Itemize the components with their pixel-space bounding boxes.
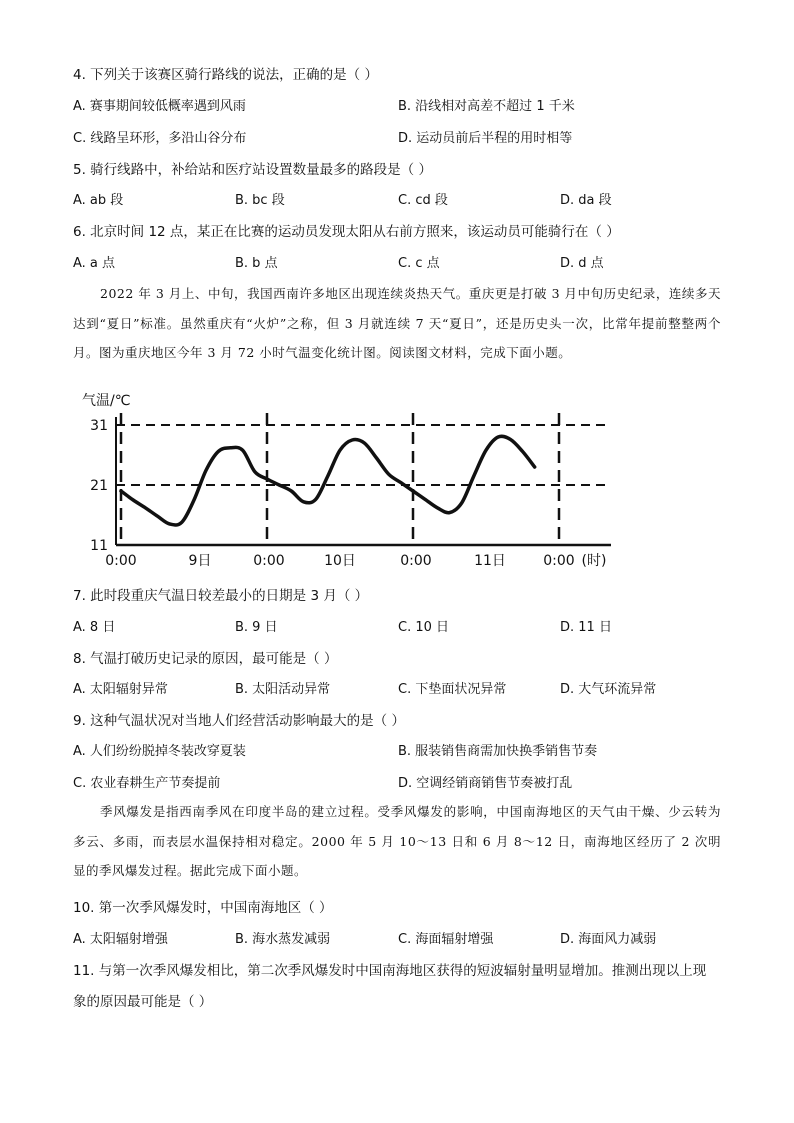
passage-1-text: 2022 年 3 月上、中旬，我国西南许多地区出现连续炎热天气。重庆更是打破 3 月中旬历史纪录，连续多天达到“夏日”标准。虽然重庆有“火炉”之称，但 3 月就连续 7 天“夏日”，还是历史头一次，比常年提前整整两个月。图为重庆地区今年 3 月 72 小时气温变化统计图。阅读图文材料，完成下面小题。	[73, 286, 721, 360]
x-axis-unit-label: (时)	[581, 553, 607, 569]
reading-passage-2	[73, 797, 721, 886]
question-7-option-b[interactable]: B. 9 日	[235, 620, 278, 635]
question-5-option-b[interactable]: B. bc 段	[235, 193, 285, 208]
question-4-option-b[interactable]: B. 沿线相对高差不超过 1 千米	[398, 99, 575, 114]
question-6-option-c[interactable]: C. c 点	[398, 256, 440, 271]
chart-axes	[116, 417, 611, 545]
question-9-stem: 9. 这种气温状况对当地人们经营活动影响最大的是（ ）	[73, 713, 405, 729]
y-tick-label-21: 21	[90, 478, 108, 494]
chart-labels	[82, 393, 606, 569]
question-4-option-a[interactable]: A. 赛事期间较低概率遇到风雨	[73, 99, 246, 114]
question-4-option-d[interactable]: D. 运动员前后半程的用时相等	[398, 131, 573, 146]
question-5-stem: 5. 骑行线路中，补给站和医疗站设置数量最多的路段是（ ）	[73, 162, 432, 178]
question-8-stem: 8. 气温打破历史记录的原因，最可能是（ ）	[73, 651, 338, 667]
question-4-option-c[interactable]: C. 线路呈环形，多沿山谷分布	[73, 131, 247, 146]
question-9-option-d[interactable]: D. 空调经销商销售节奏被打乱	[398, 776, 573, 791]
question-9-option-c[interactable]: C. 农业春耕生产节奏提前	[73, 776, 221, 791]
chart-gridlines	[116, 413, 611, 545]
question-10-option-c[interactable]: C. 海面辐射增强	[398, 932, 494, 947]
x-tick-label: 11日	[474, 553, 506, 569]
y-tick-label-11: 11	[90, 538, 108, 554]
x-tick-label: 0:00	[253, 553, 285, 569]
question-6-stem: 6. 北京时间 12 点，某正在比赛的运动员发现太阳从右前方照来，该运动员可能骑行在（ ）	[73, 224, 620, 240]
question-9-option-a[interactable]: A. 人们纷纷脱掉冬装改穿夏装	[73, 744, 246, 759]
reading-passage-1	[73, 279, 721, 368]
question-8-option-b[interactable]: B. 太阳活动异常	[235, 682, 331, 697]
y-tick-label-31: 31	[90, 418, 108, 434]
question-5-option-c[interactable]: C. cd 段	[398, 193, 448, 208]
x-tick-label: 0:00	[400, 553, 432, 569]
question-8-option-d[interactable]: D. 大气环流异常	[560, 682, 657, 697]
question-11-stem-line-2: 象的原因最可能是（ ）	[73, 994, 213, 1010]
question-5-option-a[interactable]: A. ab 段	[73, 193, 124, 208]
question-8-option-a[interactable]: A. 太阳辐射异常	[73, 682, 168, 697]
question-6-option-b[interactable]: B. b 点	[235, 256, 278, 271]
question-9-option-b[interactable]: B. 服装销售商需加快换季销售节奏	[398, 744, 598, 759]
question-6-option-a[interactable]: A. a 点	[73, 256, 116, 271]
question-7-option-c[interactable]: C. 10 日	[398, 620, 450, 635]
question-4-stem: 4. 下列关于该赛区骑行路线的说法，正确的是（ ）	[73, 67, 378, 83]
question-10-option-a[interactable]: A. 太阳辐射增强	[73, 932, 168, 947]
temperature-series-line	[121, 436, 535, 525]
question-5-option-d[interactable]: D. da 段	[560, 193, 612, 208]
question-11-stem-line-1: 11. 与第一次季风爆发相比，第二次季风爆发时中国南海地区获得的短波辐射量明显增加。推测出现以上现	[73, 963, 707, 979]
question-10-option-b[interactable]: B. 海水蒸发减弱	[235, 932, 331, 947]
x-tick-label: 0:00	[543, 553, 575, 569]
question-7-option-a[interactable]: A. 8 日	[73, 620, 116, 635]
y-axis-label: 气温/℃	[82, 393, 131, 409]
question-6-option-d[interactable]: D. d 点	[560, 256, 604, 271]
passage-2-text: 季风爆发是指西南季风在印度半岛的建立过程。受季风爆发的影响，中国南海地区的天气由干燥、少云转为多云、多雨，而表层水温保持相对稳定。2000 年 5 月 10～13 日和 6 月 8～12 日，南海地区经历了 2 次明显的季风爆发过程。据此完成下面小题。	[73, 804, 721, 878]
question-7-option-d[interactable]: D. 11 日	[560, 620, 612, 635]
question-10-option-d[interactable]: D. 海面风力减弱	[560, 932, 657, 947]
question-7-stem: 7. 此时段重庆气温日较差最小的日期是 3 月（ ）	[73, 588, 369, 604]
question-8-option-c[interactable]: C. 下垫面状况异常	[398, 682, 507, 697]
x-tick-label: 10日	[324, 553, 356, 569]
x-tick-label: 9日	[188, 553, 212, 569]
temperature-chart	[76, 385, 616, 575]
question-10-stem: 10. 第一次季风爆发时，中国南海地区（ ）	[73, 900, 333, 916]
x-tick-label: 0:00	[105, 553, 137, 569]
